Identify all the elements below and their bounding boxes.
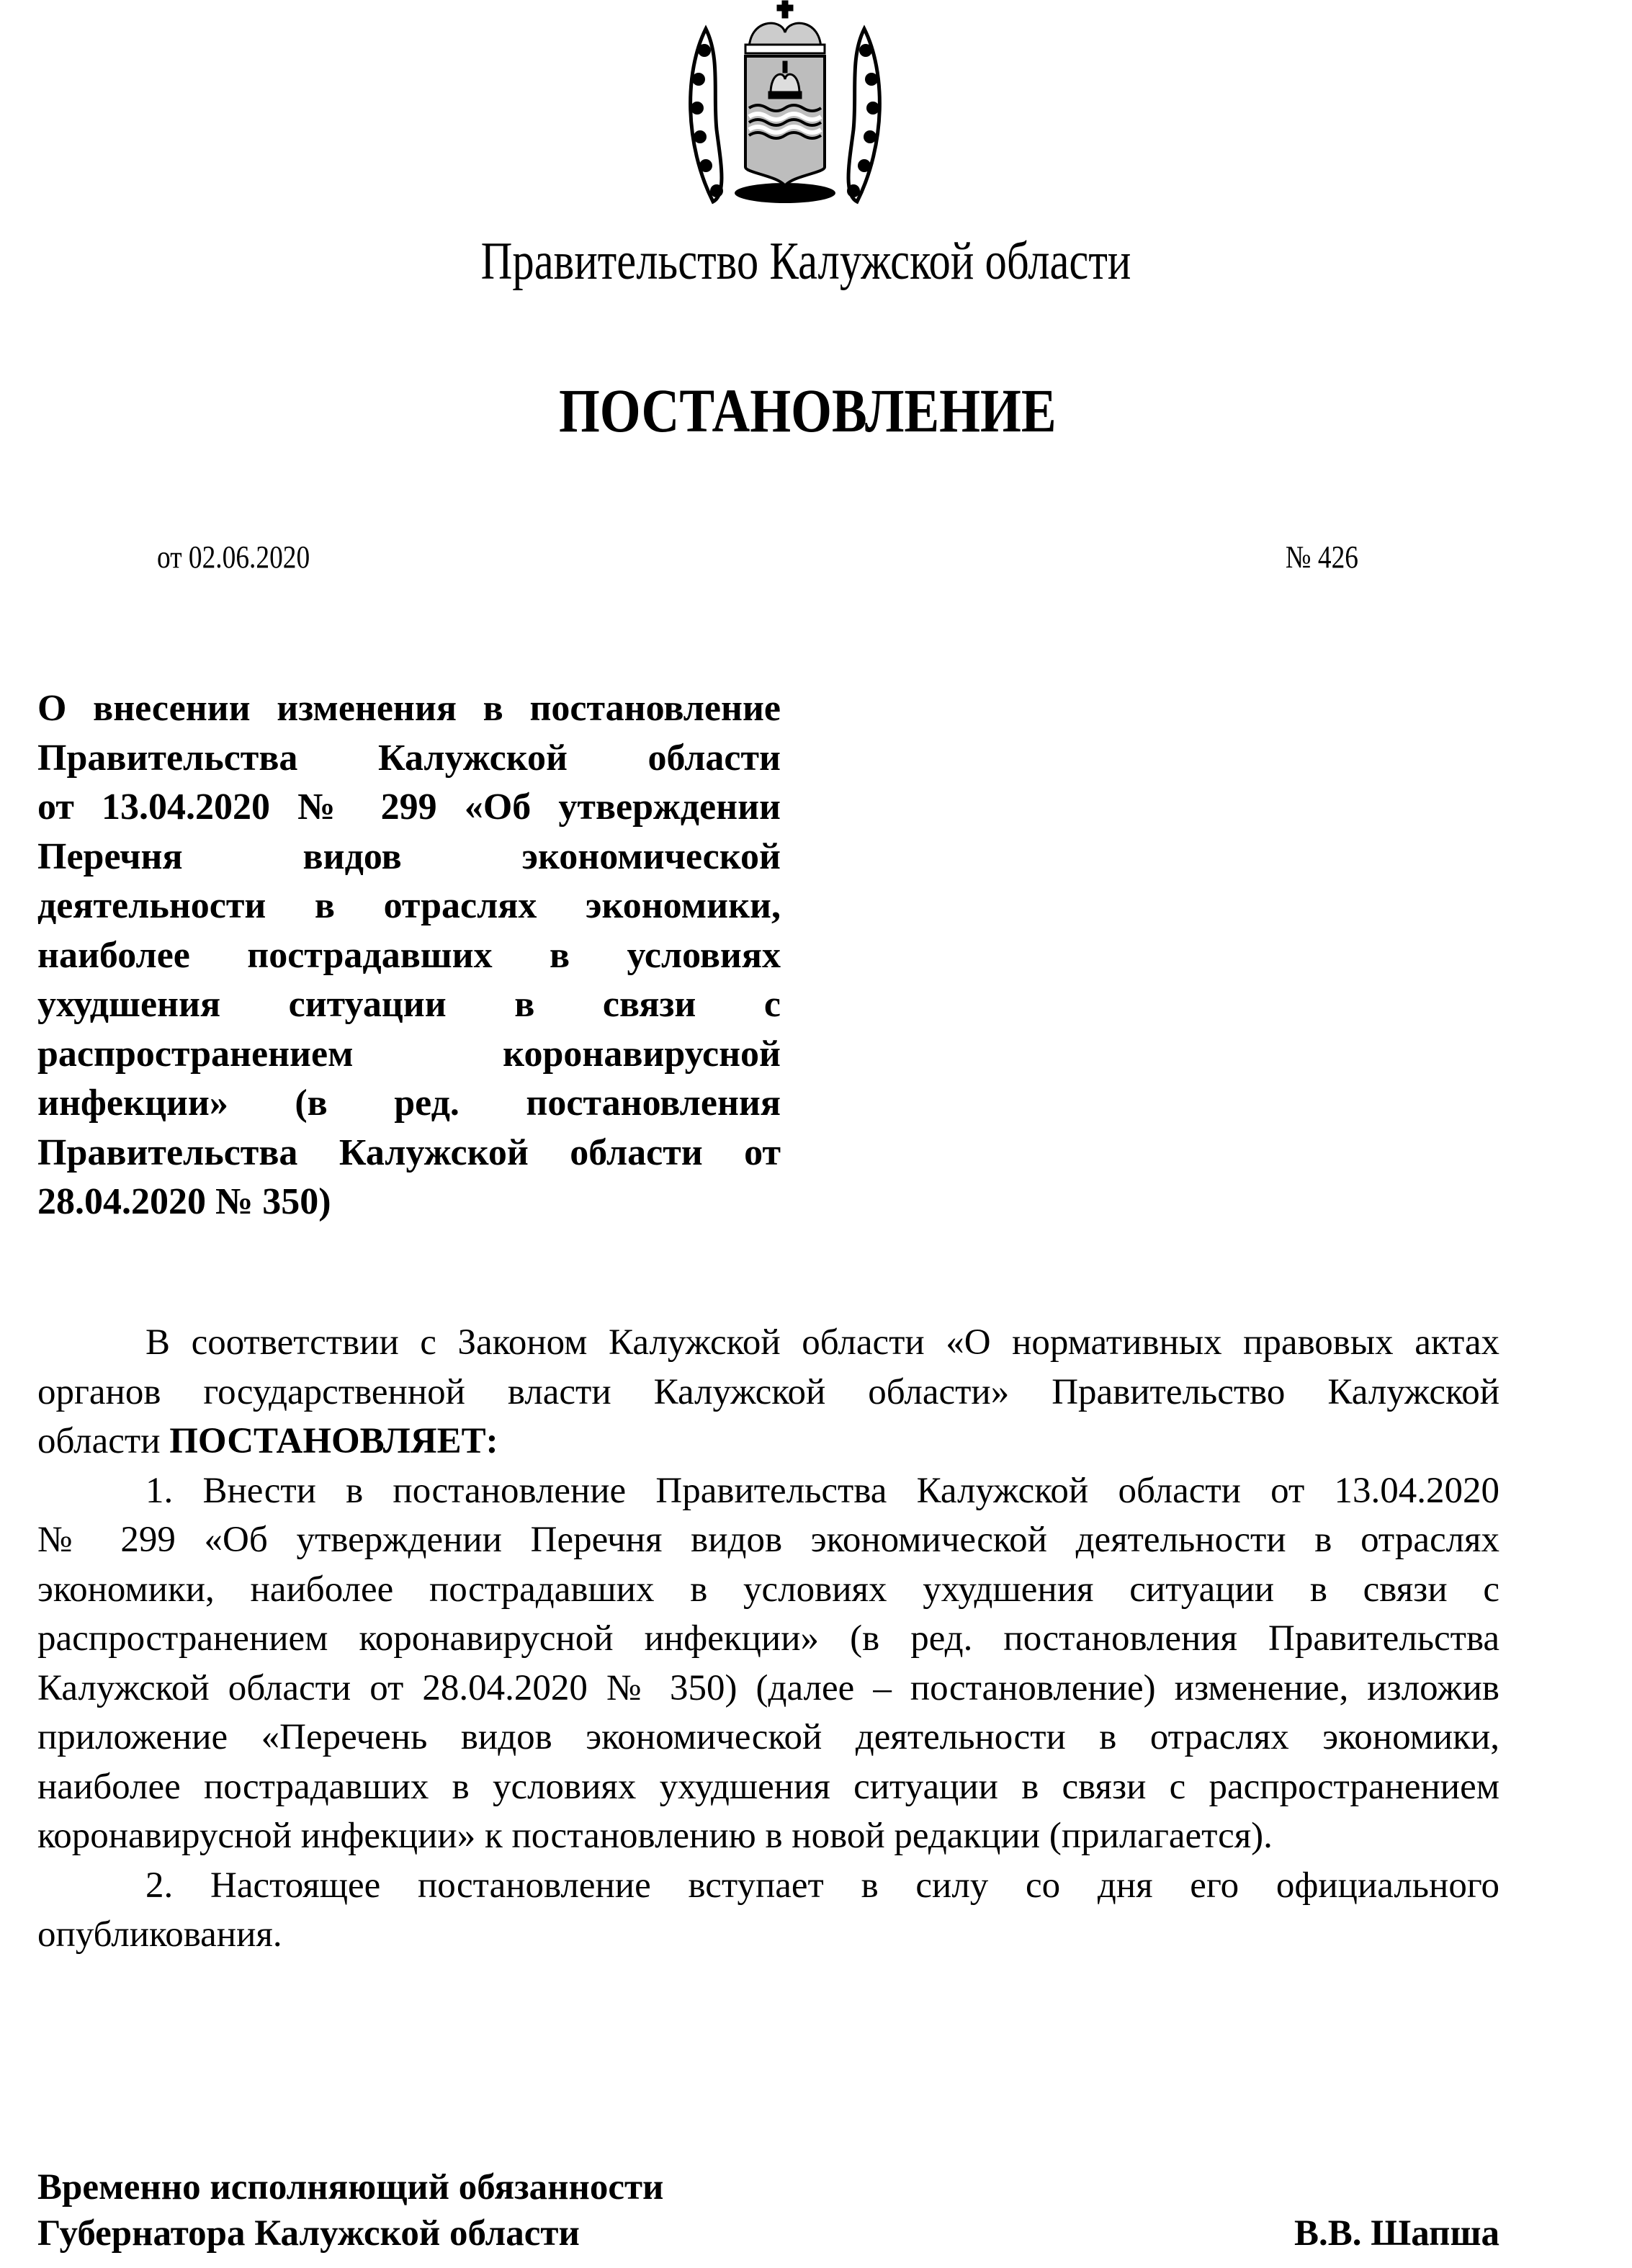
subject-line: О внесении изменения в постановление [37, 688, 781, 729]
body-line: приложение «Перечень видов экономической деятельности в отраслях экономики, [37, 1717, 1499, 1757]
coat-of-arms-emblem [677, 0, 893, 216]
document-number: № 426 [1285, 539, 1358, 575]
body-line: В соответствии с Законом Калужской области «О нормативных правовых актах [145, 1322, 1499, 1363]
body-line: опубликования. [37, 1914, 282, 1955]
subject-line: Перечня видов экономической [37, 835, 781, 877]
body-line: 1. Внести в постановление Правительства Калужской области от 13.04.2020 [145, 1470, 1499, 1511]
subject-line: наиболее пострадавших в условиях [37, 934, 781, 976]
body-line: наиболее пострадавших в условиях ухудшения ситуации в связи с распространением [37, 1766, 1499, 1807]
coat-of-arms-icon [677, 0, 893, 216]
signature-row [37, 2164, 1499, 2210]
body-line: Калужской области от 28.04.2020 № 350) (далее – постановление) изменение, изложив [37, 1667, 1499, 1708]
government-name: Правительство Калужской области [480, 232, 1131, 291]
preamble-prefix: области [37, 1421, 170, 1461]
signature-block [37, 2164, 1499, 2256]
signatory-position-line2: Губернатора Калужской области [37, 2213, 580, 2254]
body-line: № 299 «Об утверждении Перечня видов экономической деятельности в отраслях [37, 1520, 1499, 1560]
document-subject [37, 684, 781, 1227]
subject-line: распространением коронавирусной [37, 1033, 781, 1075]
body-line: распространением коронавирусной инфекции» (в ред. постановления Правительства [37, 1618, 1499, 1659]
subject-line: Правительства Калужской области [37, 737, 781, 779]
document-body [37, 1318, 1499, 1960]
subject-line: деятельности в отраслях экономики, [37, 885, 781, 926]
item-1-paragraph [37, 1466, 1499, 1861]
body-line: органов государственной власти Калужской области» Правительство Калужской [37, 1371, 1499, 1412]
body-line: 2. Настоящее постановление вступает в силу со дня его официального [145, 1865, 1499, 1906]
decree-word: ПОСТАНОВЛЯЕТ: [169, 1421, 498, 1461]
body-line [37, 1417, 1499, 1466]
signature-row [37, 2210, 1499, 2256]
signatory-name: В.В. Шапша [1294, 2213, 1499, 2254]
item-2-paragraph [37, 1861, 1499, 1960]
preamble-paragraph [37, 1318, 1499, 1466]
signatory-position-line1: Временно исполняющий обязанности [37, 2167, 664, 2208]
subject-line: от 13.04.2020 № 299 «Об утверждении [37, 786, 781, 828]
document-type-title: ПОСТАНОВЛЕНИЕ [558, 376, 1057, 445]
body-line: экономики, наиболее пострадавших в условиях ухудшения ситуации в связи с [37, 1569, 1499, 1610]
subject-line: 28.04.2020 № 350) [37, 1181, 331, 1222]
subject-line: инфекции» (в ред. постановления [37, 1083, 781, 1124]
body-line: коронавирусной инфекции» к постановлению в новой редакции (прилагается). [37, 1816, 1273, 1856]
document-date: от 02.06.2020 [157, 539, 310, 575]
subject-line: Правительства Калужской области от [37, 1131, 781, 1173]
subject-line: ухудшения ситуации в связи с [37, 984, 781, 1025]
